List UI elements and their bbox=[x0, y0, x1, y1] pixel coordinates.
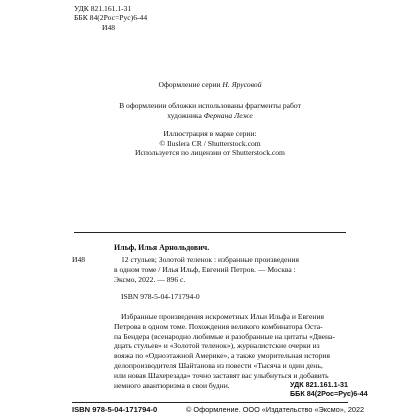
record-isbn: ISBN 978-5-04-171794-0 bbox=[121, 292, 200, 301]
cover-credit bbox=[0, 101, 420, 120]
bottom-udk-code: УДК 821.161.1-31 bbox=[290, 380, 348, 389]
annotation-text bbox=[114, 312, 346, 390]
section-divider bbox=[74, 232, 346, 233]
mark-illustration-copyright: © Iluslera CR / Shutterstock.com bbox=[159, 138, 261, 148]
footer-divider bbox=[72, 402, 348, 403]
license-note: Используется по лицензии от Shutterstock.com bbox=[135, 148, 285, 158]
top-classification bbox=[74, 4, 147, 32]
author-mark-code: И48 bbox=[102, 22, 116, 32]
bottom-classification bbox=[290, 381, 368, 399]
footer-isbn: ISBN 978-5-04-171794-0 bbox=[72, 405, 158, 414]
annotation-line: делопроизводителя Шайтанова из повести «Тысяча и один день, bbox=[114, 360, 323, 370]
cover-artist-name: Фернана Леже bbox=[203, 110, 253, 120]
cover-credit-line-1: В оформлении обложки использованы фрагменты работ bbox=[119, 101, 301, 110]
record-line: Эксмо, 2022. — 896 с. bbox=[114, 274, 186, 284]
annotation-line: Петрова в одном томе. Похождения великого комбинатора Оста- bbox=[114, 321, 323, 331]
series-design-label: Оформление серии bbox=[158, 80, 223, 89]
record-line: в одном томе / Илья Ильф, Евгений Петров. — Москва : bbox=[114, 264, 296, 274]
bottom-bbk-code: ББК 84(2Рос=Рус)6-44 bbox=[290, 388, 368, 398]
mark-illustration-label: Иллюстрация в марке серии: bbox=[163, 129, 257, 138]
annotation-line: или новая Шахерезада» точно заставят вас улыбнуться и добавить bbox=[114, 370, 329, 380]
footer-copyright: © Оформление. ООО «Издательство «Эксмо», 2022 bbox=[186, 405, 365, 414]
record-line: 12 стульев; Золотой теленок : избранные произведения bbox=[121, 255, 300, 264]
record-description bbox=[114, 255, 346, 284]
udk-code: УДК 821.161.1-31 bbox=[74, 4, 132, 13]
record-author: Ильф, Илья Арнольдович. bbox=[114, 243, 210, 252]
annotation-line: немного авантюризма в свои будни. bbox=[114, 380, 230, 390]
series-designer-name: Н. Ярусовой bbox=[222, 80, 262, 89]
cover-credit-prefix: художника bbox=[167, 110, 204, 120]
annotation-line: па Бендера (всенародно любимые и разобранные на цитаты «Двена- bbox=[114, 331, 335, 341]
series-design-credit bbox=[0, 80, 420, 90]
annotation-line: Избранные произведения искрометных Ильи Ильфа и Евгения bbox=[121, 312, 325, 321]
annotation-line: дцать стульев» и «Золотой теленок»), журналистские очерки из bbox=[114, 341, 320, 351]
mark-illustration-credit bbox=[0, 129, 420, 158]
record-code: И48 bbox=[72, 255, 86, 264]
bbk-code: ББК 84(2Рос=Рус)6-44 bbox=[74, 13, 148, 23]
annotation-line: вояжа по «Одноэтажной Америке», а также уморительная история bbox=[114, 351, 330, 361]
